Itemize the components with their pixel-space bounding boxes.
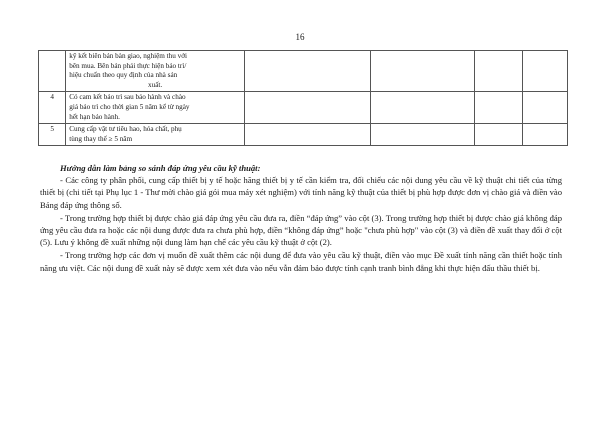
requirement-cell (66, 51, 245, 92)
requirements-table (38, 50, 568, 146)
requirement-cell (66, 92, 245, 124)
note-cell (522, 124, 567, 146)
requirement-line: bên mua. Bên bán phải thực hiện bảo trì/ (69, 61, 187, 70)
guidance-paragraph: - Trong trường hợp các đơn vị muốn đề xuất thêm các nội dung để đưa vào yêu cầu kỹ thuật, điền vào mục Đề xuất tính năng cần thiết hoặc tính năng ưu việt. Các nội dung đề xuất này sẽ được xem xét đưa vào nếu vẫn đảm bảo được tính cạnh tranh bình đẳng khi thực hiện đấu thầu thiết bị. (40, 250, 562, 273)
guidance-paragraph: - Trong trường hợp thiết bị được chào giá đáp ứng yêu cầu đưa ra, điền “đáp ứng” vào cột (3). Trong trường hợp thiết bị được chào giá không đáp ứng yêu cầu đưa ra hoặc các nội dung được đưa ra chưa phù hợp, điền “không đáp ứng” hoặc "chưa phù hợp" vào cột (3) và điền đề xuất thay đổi ở cột (5). Lưu ý không đề xuất những nội dung làm hạn chế các yêu cầu kỹ thuật ở cột (2). (40, 212, 562, 248)
page-number: 16 (295, 32, 305, 42)
proposal-cell (475, 124, 522, 146)
proposal-cell (475, 92, 522, 124)
requirement-line: hiệu chuẩn theo quy định của nhà sản (69, 71, 178, 80)
requirement-line: giá bảo trì cho thời gian 5 năm kể từ ngày (69, 102, 190, 111)
guidance-paragraph: - Các công ty phân phối, cung cấp thiết bị y tế hoặc hãng thiết bị y tế cần kiểm tra, đối chiếu các nội dung yêu cầu về kỹ thuật chi tiết của từng thiết bị (chi tiết tại Phụ lục 1 - Thư mời chào giá gói mua máy xét nghiệm) với tính năng kỹ thuật của thiết bị phù hợp được đơn vị chào giá và điền vào Bảng đáp ứng thông số. (40, 175, 562, 210)
requirement-cell (66, 124, 245, 146)
requirement-line: kỹ kết biên bản bàn giao, nghiệm thu với (69, 52, 188, 60)
row-number (39, 51, 66, 92)
requirement-line: hết hạn bảo hành. (69, 112, 120, 121)
proof-cell (371, 92, 475, 124)
requirement-line: xuất. (148, 80, 163, 89)
note-cell (522, 92, 567, 124)
table-row (39, 124, 568, 146)
guidance-heading: Hướng dẫn làm bảng so sánh đáp ứng yêu cầu kỹ thuật: (60, 163, 261, 173)
row-number: 5 (39, 124, 66, 146)
proof-cell (371, 124, 475, 146)
table-row (39, 51, 568, 92)
guidance-section (40, 162, 562, 275)
proof-cell (371, 51, 475, 92)
note-cell (522, 51, 567, 92)
row-number: 4 (39, 92, 66, 124)
response-cell (244, 92, 370, 124)
response-cell (244, 124, 370, 146)
table-row (39, 92, 568, 124)
requirement-line: tùng thay thế ≥ 5 năm (69, 134, 133, 143)
requirement-line: Cung cấp vật tư tiêu hao, hóa chất, phụ (69, 125, 182, 134)
proposal-cell (475, 51, 522, 92)
requirement-line: Có cam kết bảo trì sau bảo hành và chào (69, 93, 186, 102)
response-cell (244, 51, 370, 92)
